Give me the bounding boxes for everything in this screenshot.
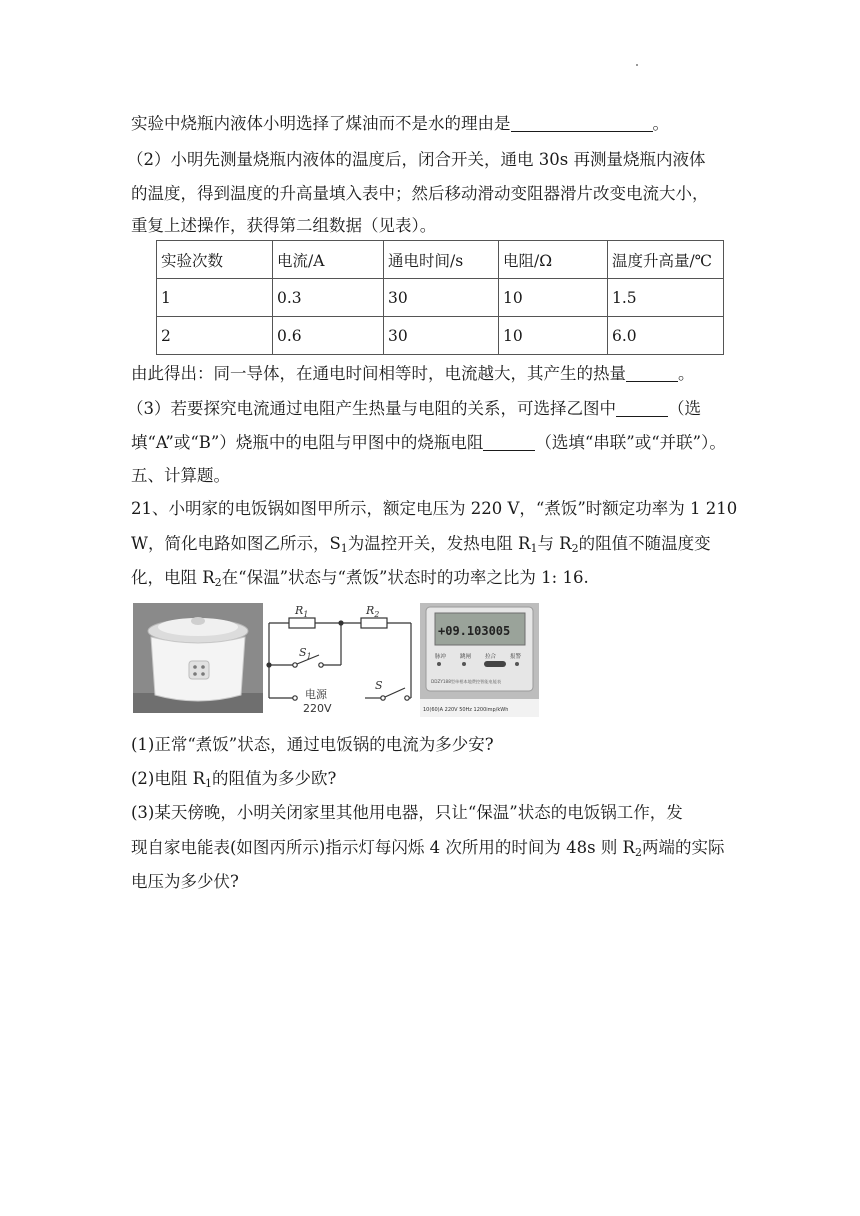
label-power-source: 电源 [305, 688, 327, 701]
table-header-row [157, 241, 724, 279]
answer-blank[interactable] [511, 115, 653, 132]
data-table [156, 240, 724, 355]
table-header-cell: 电流/A [273, 241, 384, 279]
q20-part2-line1: （2）小明先测量烧瓶内液体的温度后，闭合开关，通电 30s 再测量烧瓶内液体 [127, 150, 706, 169]
q20-line-a: 实验中烧瓶内液体小明选择了煤油而不是水的理由是 。 [131, 114, 669, 133]
meter-label-alarm: 报警 [510, 654, 522, 660]
meter-reading: +09.103005 [438, 624, 511, 638]
q20-part3-line2: 填“A”或“B”）烧瓶中的电阻与甲图中的烧瓶电阻 （选填“串联”或“并联”）。 [131, 433, 726, 452]
resistor-r1 [289, 618, 315, 628]
answer-blank[interactable] [626, 365, 678, 382]
switch-s [385, 688, 405, 697]
indicator-light [462, 662, 466, 666]
q20-conclusion: 由此得出：同一导体，在通电时间相等时，电流越大，其产生的热量 。 [131, 364, 695, 383]
circuit-diagram [267, 618, 411, 700]
table-cell: 6.0 [608, 317, 724, 355]
table-cell: 0.6 [273, 317, 384, 355]
table-cell: 0.3 [273, 279, 384, 317]
table-header-cell: 温度升高量/℃ [608, 241, 724, 279]
figures-row [133, 603, 539, 722]
answer-blank[interactable] [483, 434, 535, 451]
table-cell: 10 [499, 317, 608, 355]
table-cell: 30 [384, 279, 499, 317]
q20-part3-line1: （3）若要探究电流通过电阻产生热量与电阻的关系，可选择乙图中 （选 [127, 399, 701, 418]
table-cell: 1.5 [608, 279, 724, 317]
table-header-cell: 通电时间/s [384, 241, 499, 279]
energy-meter-photo [420, 603, 539, 717]
stray-dot [636, 64, 638, 66]
label-r2: $R_2$ [366, 604, 380, 619]
q21-sub1: (1)正常“煮饭”状态，通过电饭锅的电流为多少安? [131, 735, 494, 754]
label-s: S [375, 679, 383, 692]
figures-svg [133, 603, 539, 718]
q20-part2-line2: 的温度，得到温度的升高量填入表中；然后移动滑动变阻器滑片改变电流大小， [131, 184, 709, 203]
label-voltage: 220V [303, 702, 332, 715]
meter-label-trip: 跳闸 [460, 654, 472, 660]
table-cell: 1 [157, 279, 273, 317]
table-cell: 2 [157, 317, 273, 355]
q21-line2: W，简化电路如图乙所示，$S_1$为温控开关，发热电阻 $R_1$与 $R_2$的阻值不随温度变 [131, 534, 711, 555]
meter-label-pulse: 脉冲 [435, 654, 447, 660]
q21-sub2: (2)电阻 $R_1$的阻值为多少欧? [131, 769, 337, 790]
table-cell: 10 [499, 279, 608, 317]
answer-blank[interactable] [616, 400, 668, 417]
meter-button [484, 661, 506, 667]
q21-sub3-line1: (3)某天傍晚，小明关闭家里其他用电器，只让“保温”状态的电饭锅工作，发 [131, 803, 683, 822]
q21-line1: 21、小明家的电饭锅如图甲所示，额定电压为 220 V，“煮饭”时额定功率为 1 210 [131, 499, 738, 518]
table-cell: 30 [384, 317, 499, 355]
label-s1: $S_1$ [299, 646, 312, 661]
q21-sub3-line3: 电压为多少伏? [131, 872, 239, 891]
table-row [157, 279, 724, 317]
indicator-light [515, 662, 519, 666]
indicator-light [437, 662, 441, 666]
meter-model: DDZY188型单相本地费控智能电能表 [431, 679, 502, 684]
resistor-r2 [361, 618, 387, 628]
table-header-cell: 电阻/Ω [499, 241, 608, 279]
meter-label-switch: 拉合 [485, 654, 497, 660]
section-heading: 五、计算题。 [131, 466, 230, 485]
table-header-cell: 实验次数 [157, 241, 273, 279]
meter-spec: 10(60)A 220V 50Hz 1200imp/kWh [423, 707, 509, 713]
q21-sub3-line2: 现自家电能表(如图丙所示)指示灯每闪烁 4 次所用的时间为 48s 则 $R_2$两端的实际 [131, 838, 725, 859]
table-row [157, 317, 724, 355]
rice-cooker-photo [133, 603, 263, 713]
q20-part2-line3: 重复上述操作，获得第二组数据（见表）。 [131, 216, 437, 235]
label-r1: $R_1$ [295, 604, 309, 619]
q21-line3: 化，电阻 $R_2$在“保温”状态与“煮饭”状态时的功率之比为 1: 16. [131, 568, 589, 589]
